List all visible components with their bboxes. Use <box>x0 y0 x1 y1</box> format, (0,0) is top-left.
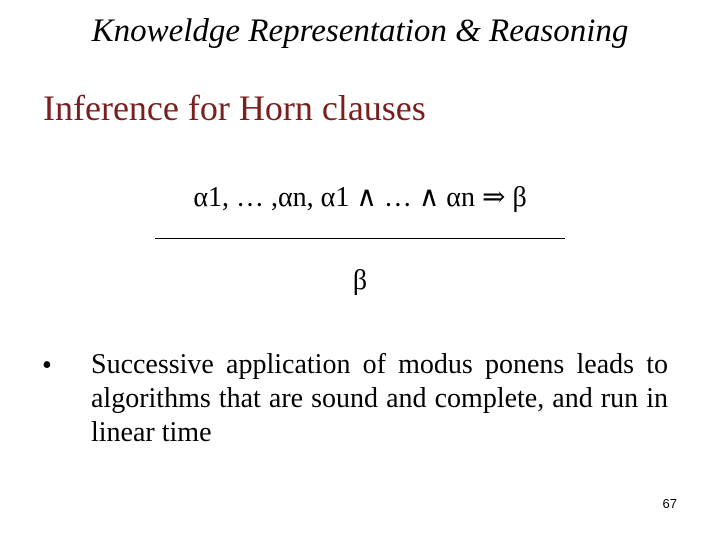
slide-subtitle: Inference for Horn clauses <box>43 88 426 128</box>
page-number: 67 <box>662 496 677 511</box>
bullet-marker: • <box>42 350 52 381</box>
inference-rule-divider <box>155 238 565 239</box>
slide-title: Knoweldge Representation & Reasoning <box>91 13 629 49</box>
inference-rule-conclusion: β <box>352 265 368 296</box>
bullet-text: Successive application of modus ponens leads to algorithms that are sound and complete, and run in linear time <box>91 349 668 448</box>
inference-rule-premise: α1, … ,αn, α1 ∧ … ∧ αn ⇒ β <box>193 182 527 213</box>
